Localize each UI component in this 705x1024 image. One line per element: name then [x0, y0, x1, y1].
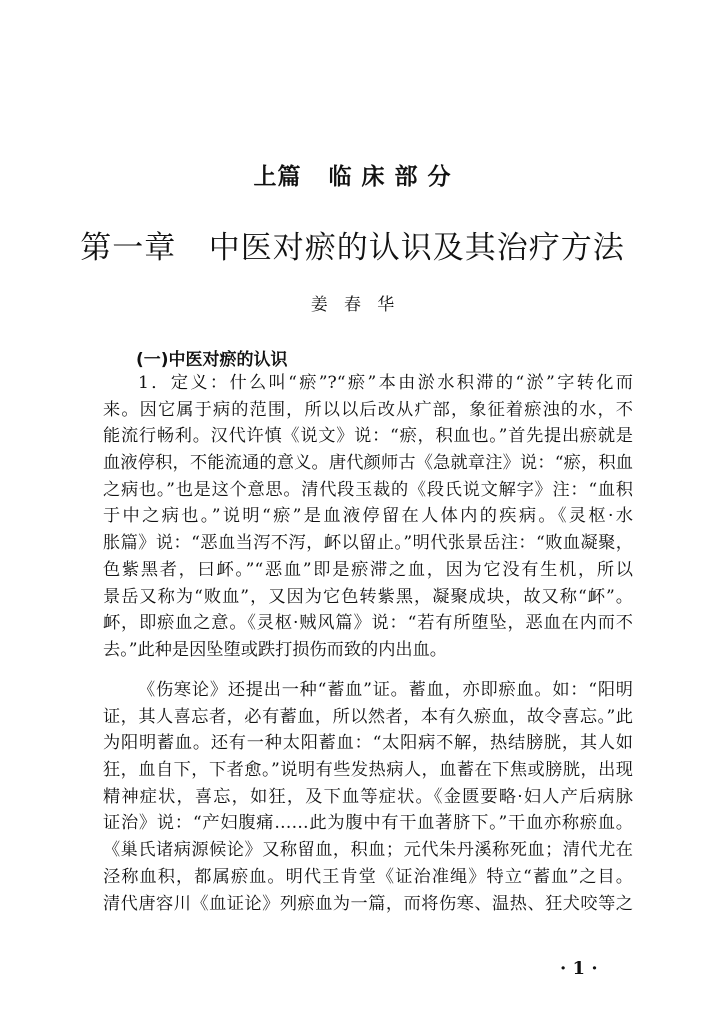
chapter-title: 第一章 中医对瘀的认识及其治疗方法 [80, 230, 625, 266]
text-line: 泾称血积，都属瘀血。明代王肯堂《证治准绳》特立“蓄血”之目。 [103, 866, 633, 887]
text-line: 能流行畅利。汉代许慎《说文》说：“瘀，积血也。”首先提出瘀就是 [103, 426, 633, 447]
text-line: 狂，血自下，下者愈。”说明有些发热病人，血蓄在下焦或膀胱，出现 [103, 760, 633, 781]
text-line: 1．定义：什么叫“瘀”?“瘀”本由淤水积滞的“淤”字转化而 [138, 373, 633, 393]
text-line: 证，其人喜忘者，必有蓄血，所以然者，本有久瘀血，故令喜忘。”此 [103, 706, 633, 727]
text-line: 于中之病也。”说明“瘀”是血液停留在人体内的疾病。《灵枢·水 [103, 506, 633, 527]
text-line: 《伤寒论》还提出一种“蓄血”证。蓄血，亦即瘀血。如：“阳明 [138, 680, 633, 700]
part-title: 上篇 临 床 部 分 [253, 164, 452, 190]
text-line: 衃，即瘀血之意。《灵枢·贼风篇》说：“若有所堕坠，恶血在内而不 [103, 613, 633, 634]
text-line: 证治》说：“产妇腹痛……此为腹中有干血著脐下。”干血亦称瘀血。 [103, 813, 633, 834]
text-line: 来。因它属于病的范围，所以以后改从疒部，象征着瘀浊的水，不 [103, 399, 633, 420]
text-line: 清代唐容川《血证论》列瘀血为一篇，而将伤寒、温热、狂犬咬等之 [103, 893, 633, 914]
text-line: 胀篇》说：“恶血当泻不泻，衃以留止。”明代张景岳注：“败血凝聚， [103, 533, 633, 554]
text-line: 景岳又称为“败血”，又因为它色转紫黑，凝聚成块，故又称“衃”。 [103, 586, 633, 607]
paragraph-xuxue [103, 677, 633, 917]
text-line: 为阳明蓄血。还有一种太阳蓄血：“太阳病不解，热结膀胱，其人如 [103, 733, 633, 754]
text-line: 《巢氏诸病源候论》又称留血，积血；元代朱丹溪称死血；清代尤在 [103, 840, 633, 861]
section-heading: (一)中医对瘀的认识 [136, 350, 288, 370]
paragraph-definition [103, 370, 633, 664]
text-line: 精神症状，喜忘，如狂，及下血等症状。《金匮要略·妇人产后病脉 [103, 786, 633, 807]
author-name: 姜 春 华 [310, 295, 395, 315]
text-line: 去。”此种是因坠堕或跌打损伤而致的内出血。 [103, 639, 447, 660]
text-line: 之病也。”也是这个意思。清代段玉裁的《段氏说文解字》注：“血积 [103, 479, 633, 500]
page-number: · 1 · [560, 958, 598, 979]
text-line: 血液停积，不能流通的意义。唐代颜师古《急就章注》说：“瘀，积血 [103, 453, 633, 474]
text-line: 色紫黑者，曰衃。”“恶血”即是瘀滞之血，因为它没有生机，所以 [103, 559, 633, 580]
